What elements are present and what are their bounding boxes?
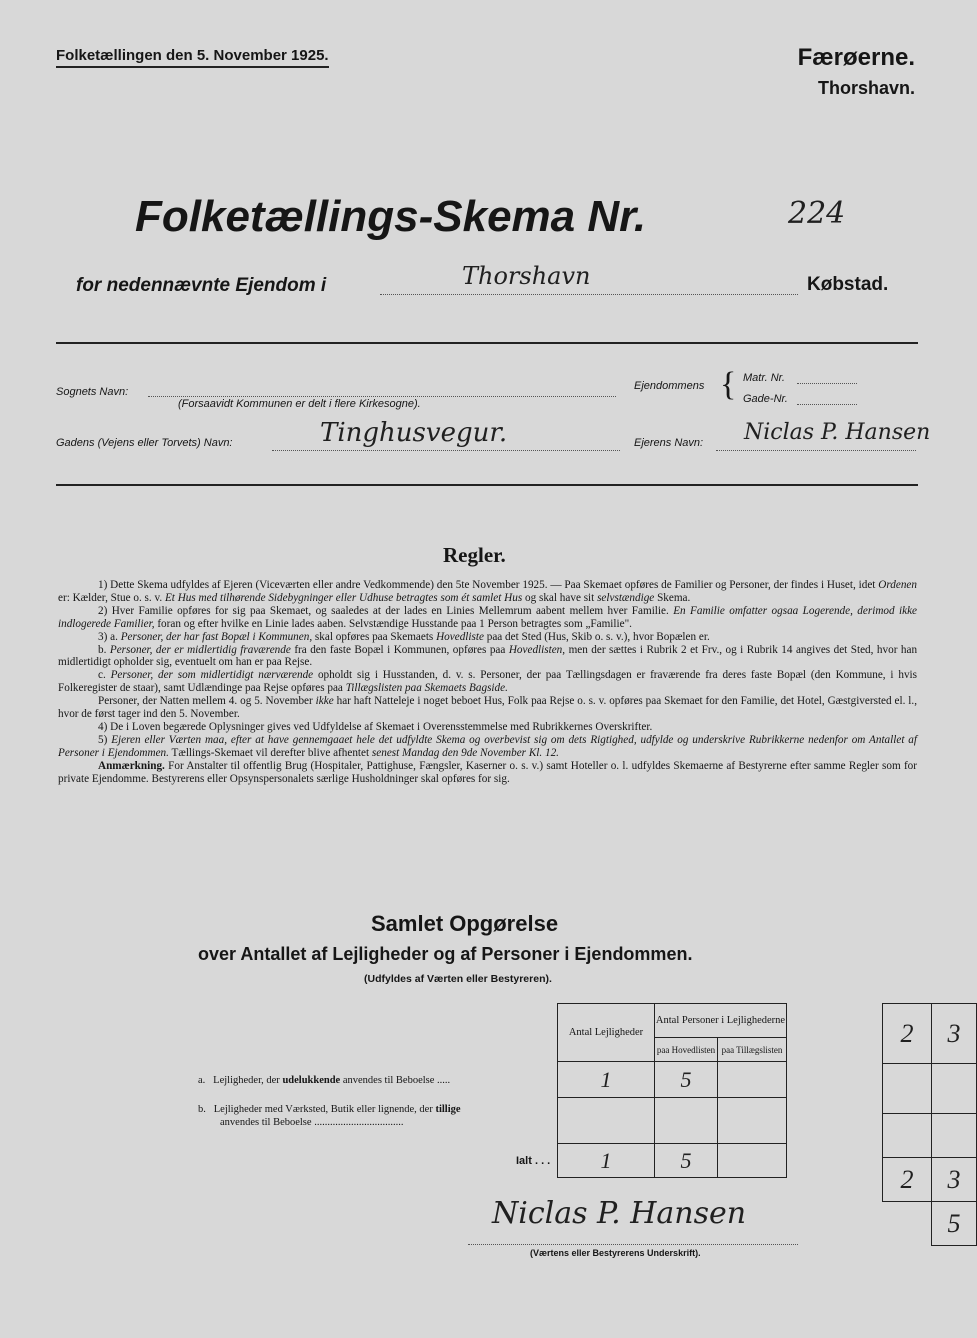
a-hovedlisten-cell: 5 [655,1062,718,1098]
rule-4: 4) De i Loven begærede Oplysninger gives ved Udfyldelse af Skemaet i Overensstemmelse med Rubrikkernes Overskrifter. [98,720,653,733]
gade-nr-line [797,404,857,405]
b-hovedlisten-cell [655,1098,718,1144]
tally-r4-c2: 3 [931,1158,976,1202]
place-line [380,294,798,295]
matr-line [797,383,857,384]
col-tillaegslisten-header: paa Tillægslisten [718,1038,787,1062]
margin-tally-grid [882,1003,977,1246]
place-name: Thorshavn [462,262,591,290]
tally-r5-c2: 5 [931,1202,976,1246]
rules-body [58,579,917,786]
tally-r2-c1 [883,1064,932,1114]
summary-subtitle: over Antallet af Lejligheder og af Personer i Ejendommen. [198,944,693,964]
street-line [272,450,620,451]
subtitle-prefix: for nedennævnte Ejendom i [76,275,327,296]
owner-name: Niclas P. Hansen [744,420,931,445]
b-tillaegslisten-cell [718,1098,787,1144]
divider-top [56,342,918,344]
street-name: Tinghusvegur. [320,418,508,448]
owner-label: Ejerens Navn: [634,437,704,449]
tally-r2-c2 [931,1064,976,1114]
col-hovedlisten-header: paa Hovedlisten [655,1038,718,1062]
tally-r4-c1: 2 [883,1158,932,1202]
matr-label: Matr. Nr. [743,372,785,384]
row-b-label: b. Lejligheder med Værksted, Butik eller lignende, der tillige anvendes til Beboelse .................................. [198,1104,461,1128]
tally-r3-c1 [883,1114,932,1158]
tally-r5-c1 [883,1202,932,1246]
col-lejligheder-header: Antal Lejligheder [558,1004,655,1062]
property-brace: { [720,366,737,403]
city-label: Thorshavn. [817,78,915,98]
census-date-line: Folketællingen den 5. November 1925. [56,47,329,68]
signature-caption: (Værtens eller Bestyrerens Underskrift). [530,1248,701,1258]
region-label: Færøerne. [797,44,915,71]
summary-title: Samlet Opgørelse [371,911,559,936]
signature: Niclas P. Hansen [492,1196,747,1231]
property-label: Ejendommens [634,380,705,392]
street-label: Gadens (Vejens eller Torvets) Navn: [56,437,233,449]
signature-line [468,1244,798,1245]
tally-r1-c2: 3 [931,1004,976,1064]
subtitle-suffix: Købstad. [807,274,889,295]
rule-note: Anmærkning. For Anstalter til offentlig Brug (Hospitaler, Pattighuse, Fængsler, Kaserner o. s. v.) samt Hoteller o. l. udfyldes Skemaerne af Bestyrerne efter samme Regler som for private Ejendomme. Bestyrerens eller Opsynspersonalets særlige Husholdninger skal opføres for sig. [58,759,917,785]
row-a-label: a. Lejligheder, der udelukkende anvendes til Beboelse ..... [198,1075,451,1086]
rule-5: 5) Ejeren eller Værten maa, efter at have gennemgaaet hele det udfyldte Skema og overbevist sig om dets Rigtighed, udfylde og underskrive Rubrikkerne nedenfor om Antallet af Personer i Ejendommen. Tællings-Skemaet vil derefter blive afhentet senest Mandag den 9de November Kl. 12. [58,733,917,759]
parish-line [148,396,616,397]
rule-1: 1) Dette Skema udfyldes af Ejeren (Viceværten eller andre Vedkommende) den 5te November 1925. — Paa Skemaet opføres de Familier og Personer, der findes i Huset, idet Ordenen er: Kælder, Stue o. s. v. Et Hus med tilhørende Sidebygninger eller Udhuse betragtes som ét samlet Hus og skal have sit selvstændige Skema. [58,579,917,604]
total-lejligheder-cell: 1 [558,1144,655,1178]
form-title: Folketællings-Skema Nr. [135,192,647,241]
b-lejligheder-cell [558,1098,655,1144]
col-personer-header: Antal Personer i Lejlighederne [655,1004,787,1038]
form-number: 224 [788,196,846,231]
divider-fields [56,484,918,486]
rule-3d: Personer, der Natten mellem 4. og 5. November ikke har haft Natteleje i noget beboet Hus, Folk paa Rejse o. s. v. opføres paa Skemaet for den Familie, det Hotel, Gæstgiversted el. l., hvor de først tager ind den 5. November. [58,695,918,721]
summary-note: (Udfyldes af Værten eller Bestyreren). [364,973,552,985]
rule-3b: b. Personer, der er midlertidig fraværende fra den faste Bopæl i Kommunen, opføres paa Hovedlisten, men der sættes i Rubrik 2 et Frv., og i Rubrik 14 angives det Sted, hvor han midlertidigt opholder sig, eventuelt om han er paa Rejse. [58,643,918,669]
total-tillaegslisten-cell [718,1144,787,1178]
parish-note: (Forsaavidt Kommunen er delt i flere Kirkesogne). [178,398,421,410]
rules-heading: Regler. [443,543,506,567]
a-tillaegslisten-cell [718,1062,787,1098]
tally-r3-c2 [931,1114,976,1158]
tally-r1-c1: 2 [883,1004,932,1064]
parish-label: Sognets Navn: [56,386,129,398]
total-hovedlisten-cell: 5 [655,1144,718,1178]
owner-line [716,450,916,451]
gade-nr-label: Gade-Nr. [743,393,788,405]
rule-3a: 3) a. Personer, der har fast Bopæl i Kommunen, skal opføres paa Skemaets Hovedliste paa det Sted (Hus, Skib o. s. v.), hvor Bopælen er. [98,630,710,643]
rule-2: 2) Hver Familie opføres for sig paa Skemaet, og saaledes at der lades en Linies Mellemrum aabent mellem hver Familie. En Familie omfatter ogsaa Logerende, derimod ikke indlogerede Familier, foran og efter hvilke en Linie lades aaben. Selvstændige Husstande paa 1 Person betragtes som „Familie". [58,604,917,630]
a-lejligheder-cell: 1 [558,1062,655,1098]
summary-table [557,1003,787,1178]
total-label: Ialt . . . [516,1155,551,1167]
rule-3c: c. Personer, der som midlertidigt nærværende opholdt sig i Husstanden, d. v. s. Personer, der paa Tællingsdagen er fraværende fra deres faste Bopæl (den Kommune, i hvis Folkeregister de staar), samt Udlændinge paa Rejse opføres paa Tillægslisten paa Skemaets Bagside. [58,669,918,695]
